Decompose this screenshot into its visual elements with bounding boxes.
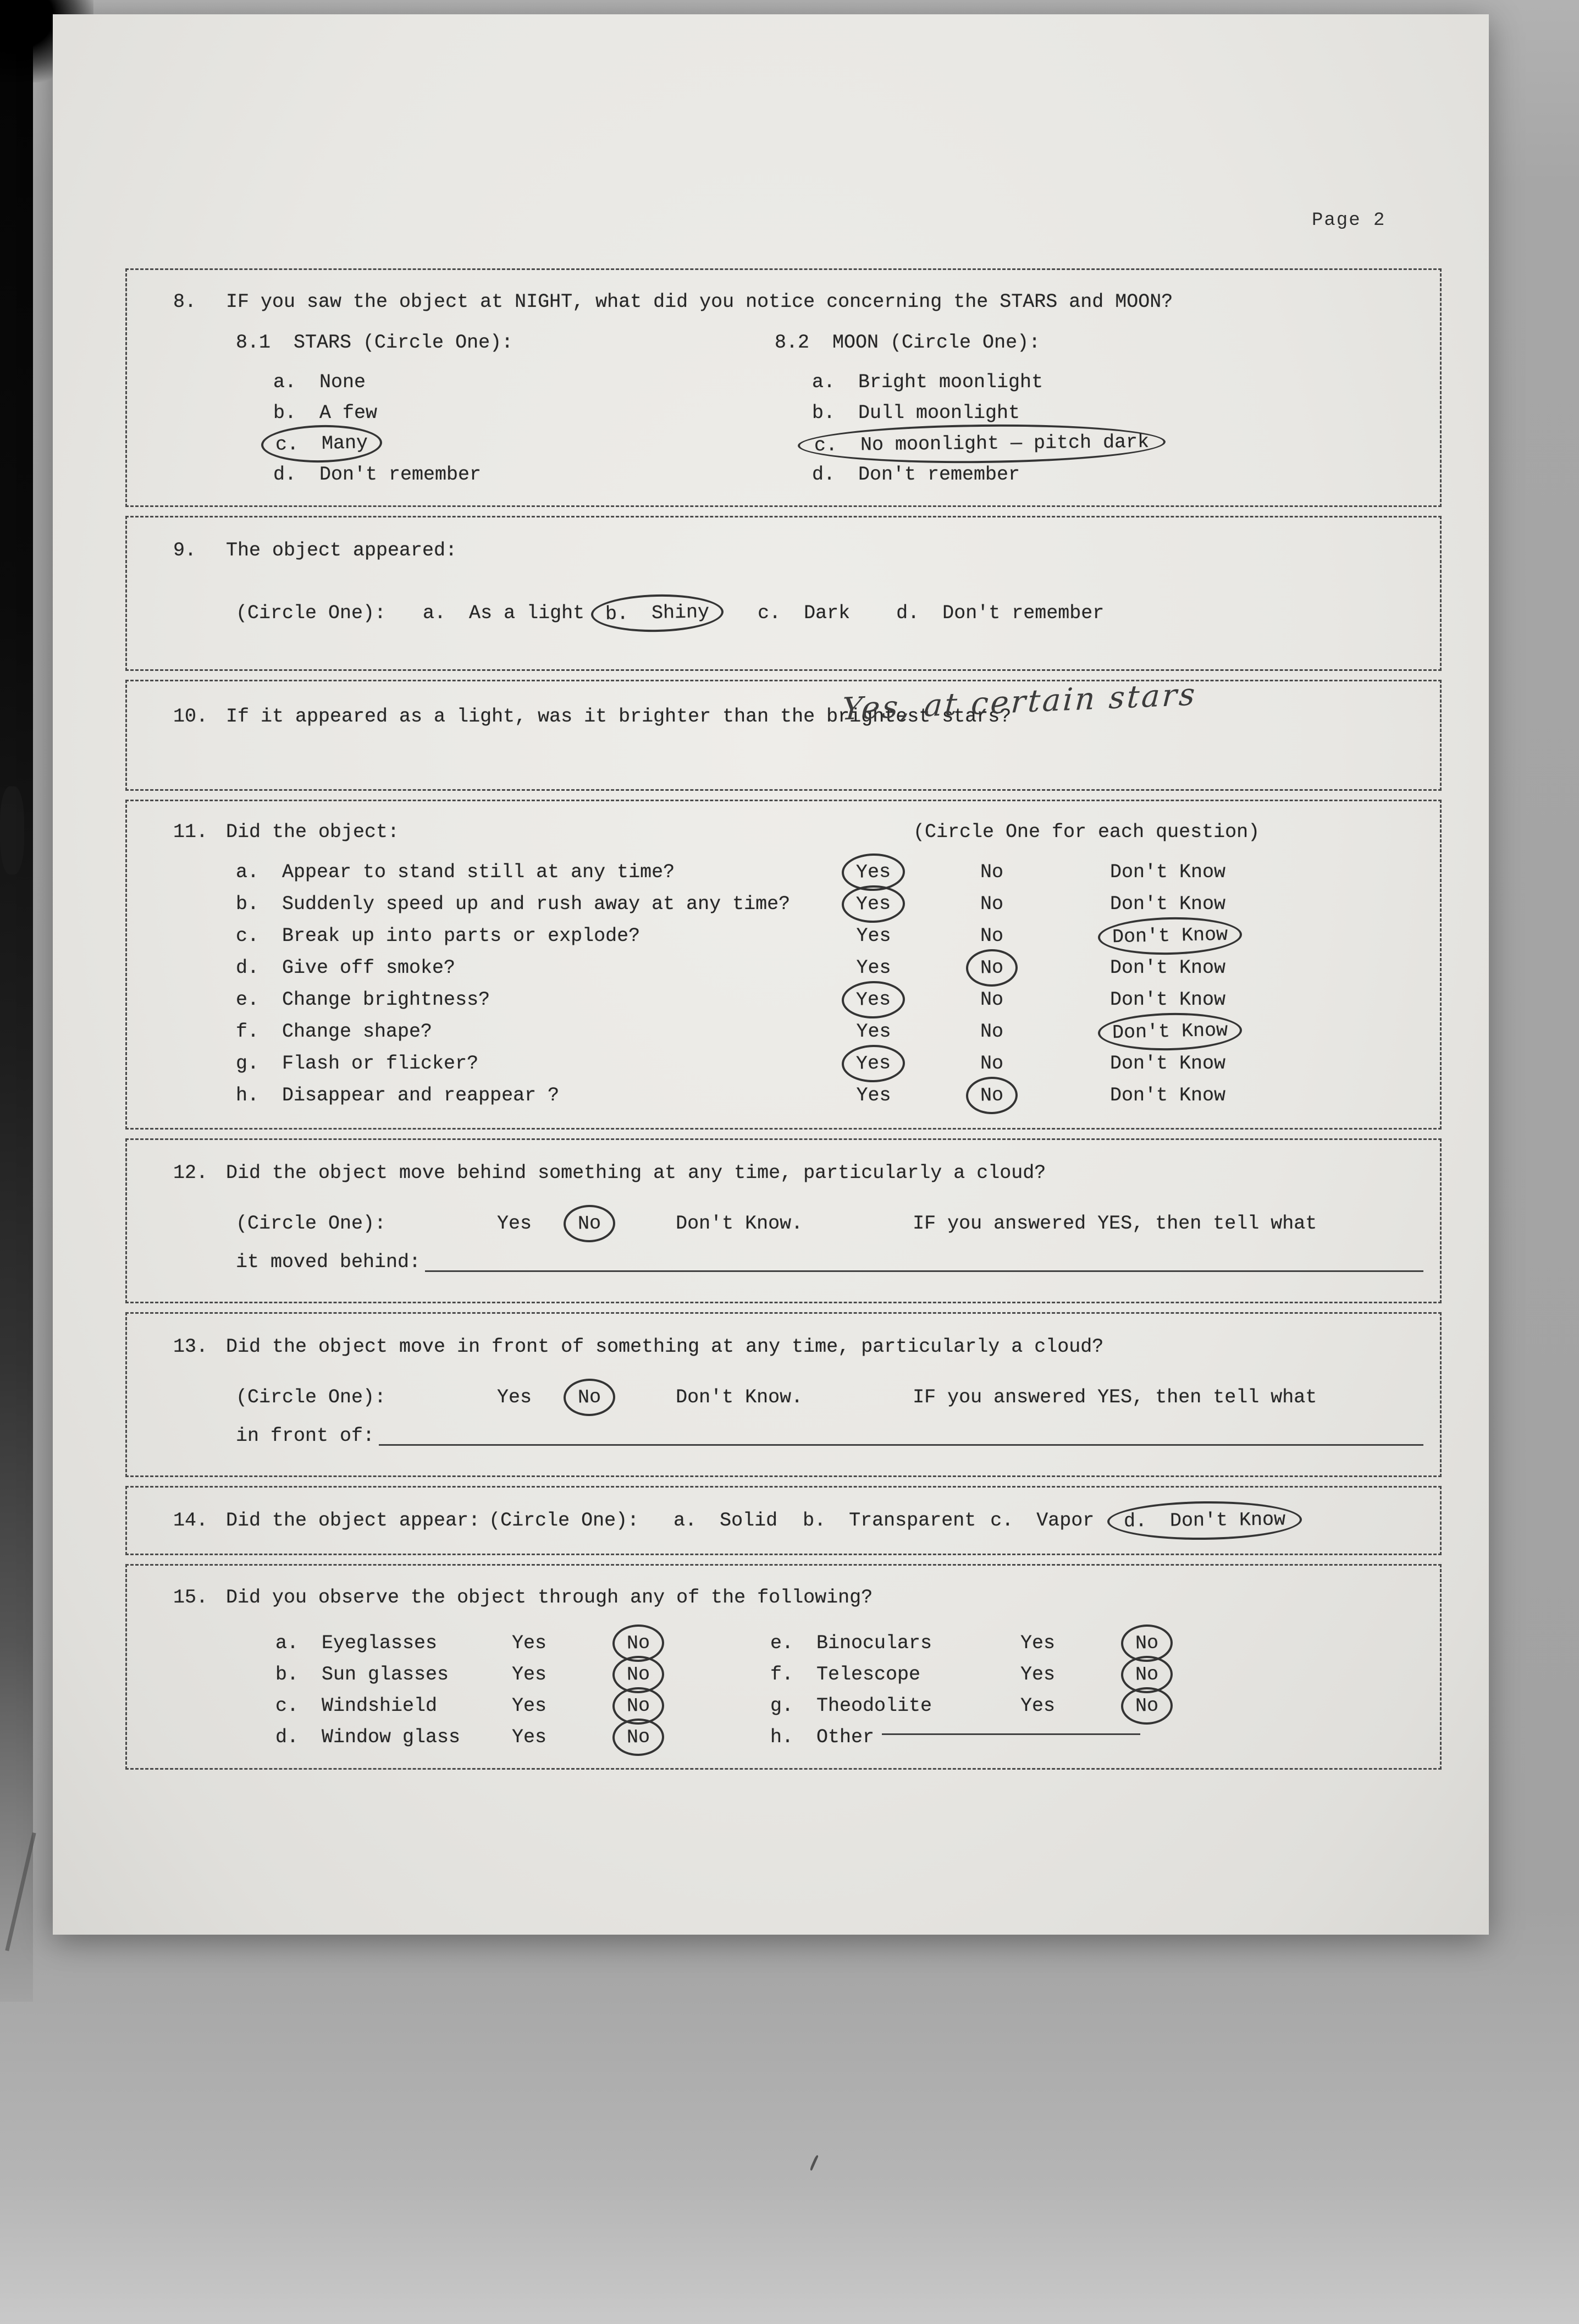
q8-stars-option-a: a. None [273,371,366,393]
q15-row-h [770,1721,1440,1753]
q12-yes-option: Yes [497,1213,532,1235]
q8-stars-column [236,327,775,490]
q15-row-c [275,1690,770,1721]
q15-row-label: d. Window glass [275,1726,461,1748]
q8-question-line [127,287,1440,317]
q12-circle-one-label: (Circle One): [236,1213,387,1235]
q15-columns [127,1627,1440,1753]
q11-dont-know-option [1063,921,1294,951]
q10-number: 10. [173,706,208,728]
scan-edge-artifact [0,0,33,2002]
q8-moon-option-d: d. Don't remember [812,464,1020,486]
q11-dont-know-option: Don't Know [1110,893,1226,915]
q11-no-option: No [980,1021,1003,1043]
page-number: Page 2 [1312,210,1386,231]
q9-option-b [603,598,711,629]
q13-followup-line-label: in front of: [236,1425,375,1447]
q15-row-e [770,1627,1440,1659]
q15-row-f [770,1659,1440,1690]
q15-no-option [1133,1628,1161,1659]
q13-circle-one-label: (Circle One): [236,1386,387,1408]
q14-options-row [127,1505,1440,1536]
q14-option-d [1122,1505,1288,1536]
q12-number: 12. [173,1162,208,1184]
q8-stars-option-d: d. Don't remember [273,464,482,486]
q9-option-a: a. As a light [423,602,585,624]
q15-no-label: No [626,1694,650,1717]
q12-options-row [236,1208,1440,1239]
q15-no-option [625,1628,652,1659]
circle-annotation [1107,1500,1302,1541]
q11-yes-option: Yes [856,957,891,979]
q15-row-d [275,1721,770,1753]
q10-question-line [127,701,1440,732]
q8-text: IF you saw the object at NIGHT, what did you notice concerning the STARS and MOON? [226,291,1173,313]
q11-yes-option [827,984,920,1015]
q9-circle-one-label: (Circle One): [236,602,387,624]
section-question-13 [125,1312,1442,1477]
q11-yes-option: Yes [856,1021,891,1043]
q11-row-a [127,856,1440,888]
q15-text: Did you observe the object through any of the following? [226,1587,873,1609]
q15-row-label: g. Theodolite [770,1694,932,1717]
circle-annotation [842,1044,906,1083]
q11-yes-option [827,857,920,888]
q11-dont-know-option: Don't Know [1110,861,1226,883]
q9-option-d: d. Don't remember [896,602,1105,624]
q11-row-e [127,984,1440,1016]
answer-blank-line [379,1420,1423,1446]
q11-no-option: No [980,861,1003,883]
section-question-15 [125,1564,1442,1770]
handwritten-answer: Yes, at certain stars [841,676,1199,728]
q11-text: Did the object: [226,821,400,843]
q14-number: 14. [173,1510,208,1532]
q15-yes-option: Yes [512,1632,547,1654]
q14-text: Did the object appear: [226,1510,481,1532]
q11-dont-know-option: Don't Know [1110,989,1226,1011]
q15-no-option [625,1659,652,1690]
q13-options-row [236,1382,1440,1413]
q8-stars-option-c [273,428,775,459]
q11-row-c [127,920,1440,952]
q15-question-line [127,1582,1440,1613]
q11-yes-option: Yes [856,1084,891,1106]
circle-annotation [1120,1687,1173,1725]
q11-yes-label: Yes [856,1052,891,1075]
q8-number: 8. [173,291,197,313]
q11-yes-option [827,1048,920,1079]
q11-row-label: g. Flash or flicker? [236,1053,479,1075]
q11-row-f [127,1016,1440,1048]
q14-option-a: a. Solid [673,1510,778,1532]
q11-no-label: No [980,956,1004,979]
q13-dont-know-option: Don't Know. [676,1386,803,1408]
q11-row-label: b. Suddenly speed up and rush away at any time? [236,893,791,915]
q11-no-option: No [980,925,1003,947]
section-question-11 [125,800,1442,1130]
q15-yes-option: Yes [1020,1694,1056,1717]
q15-row-label: b. Sun glasses [275,1663,449,1686]
q11-no-option: No [980,893,1003,915]
q12-followup-line [236,1247,1440,1277]
q13-text: Did the object move in front of something at any time, particularly a cloud? [226,1336,1104,1358]
q9-question-line [127,535,1440,566]
q12-no-option [576,1208,603,1239]
q8-stars-option-b: b. A few [273,402,378,424]
q11-row-d [127,952,1440,984]
q15-row-label: f. Telescope [770,1663,921,1686]
q11-yes-option: Yes [856,925,891,947]
q11-row-label: f. Change shape? [236,1021,433,1043]
q12-followup-line-label: it moved behind: [236,1251,421,1273]
section-question-10 [125,676,1442,791]
q14-option-d-label: d. Don't Know [1124,1508,1286,1533]
q11-yes-option [827,889,920,919]
q11-yes-label: Yes [856,988,891,1011]
q15-row-label: c. Windshield [275,1694,438,1717]
q11-row-h [127,1080,1440,1111]
q8-moon-column [775,327,1440,490]
circle-annotation [563,1204,615,1243]
q15-yes-option: Yes [512,1694,547,1717]
q11-row-b [127,888,1440,920]
q10-text: If it appeared as a light, was it brighter than the brightest stars? [226,706,1012,728]
q11-row-label: e. Change brightness? [236,989,490,1011]
q14-option-b: b. Transparent [803,1510,976,1532]
q11-row-label: a. Appear to stand still at any time? [236,861,675,883]
circle-annotation [842,885,906,923]
q11-rows [127,856,1440,1111]
section-question-14 [125,1486,1442,1555]
q11-yes-label: Yes [856,861,891,884]
q15-yes-option: Yes [512,1726,547,1748]
q15-row-a [275,1627,770,1659]
q9-number: 9. [173,539,197,561]
q15-no-label: No [626,1663,650,1686]
circle-annotation [1097,916,1242,956]
q11-instruction: (Circle One for each question) [913,821,1260,843]
q15-other-label: h. Other [770,1726,875,1748]
q12-text: Did the object move behind something at any time, particularly a cloud? [226,1162,1046,1184]
circle-annotation [590,593,724,633]
q15-no-option [1133,1690,1161,1721]
circle-annotation [261,424,382,464]
section-question-9 [125,516,1442,671]
q11-yes-label: Yes [856,893,891,916]
q9-options-row [236,598,1440,629]
q15-no-label: No [626,1632,650,1654]
q15-left-column [275,1627,770,1753]
q13-no-label: No [577,1386,601,1409]
q13-no-option [576,1382,603,1413]
q15-yes-option: Yes [512,1663,547,1686]
q15-row-label: e. Binoculars [770,1632,932,1654]
q11-dk-label: Don't Know [1112,923,1228,949]
scan-edge-blotch [0,786,24,874]
q15-yes-option: Yes [1020,1663,1056,1686]
q15-no-label: No [1135,1632,1159,1654]
q15-no-label: No [1135,1663,1159,1686]
q8-moon-heading: 8.2 MOON (Circle One): [775,332,1041,354]
circle-annotation [798,422,1166,465]
q8-stars-heading: 8.1 STARS (Circle One): [236,332,514,354]
q11-dont-know-option: Don't Know [1110,1053,1226,1075]
q15-no-label: No [626,1726,650,1748]
q15-row-b [275,1659,770,1690]
q11-dk-label: Don't Know [1112,1019,1228,1044]
q11-row-label: c. Break up into parts or explode? [236,925,641,947]
q12-dont-know-option: Don't Know. [676,1213,803,1235]
q8-moon-option-a: a. Bright moonlight [812,371,1044,393]
answer-blank-line [425,1247,1423,1272]
q11-no-option: No [980,1053,1003,1075]
q15-row-g [770,1690,1440,1721]
q12-question-line [127,1158,1440,1188]
q9-option-c: c. Dark [758,602,851,624]
q11-dont-know-option [1063,1016,1294,1047]
scanned-questionnaire-page [53,14,1489,1935]
q9-option-b-label: b. Shiny [605,601,710,625]
circle-annotation [965,949,1018,987]
q11-row-label: d. Give off smoke? [236,957,456,979]
q14-option-c: c. Vapor [990,1510,1095,1532]
stray-pen-mark [809,2155,819,2171]
section-question-12 [125,1138,1442,1303]
q15-no-option [625,1722,652,1753]
q8-columns [127,327,1440,490]
q11-no-label: No [980,1084,1004,1107]
q8-stars-option-c-label: c. Many [275,432,368,456]
q15-right-column [770,1627,1440,1753]
q15-yes-option: Yes [1020,1632,1056,1654]
q11-no-option: No [980,989,1003,1011]
q11-dont-know-option: Don't Know [1110,1084,1226,1106]
q15-row-label: a. Eyeglasses [275,1632,438,1654]
answer-blank-line [882,1733,1140,1735]
q12-no-label: No [577,1212,601,1235]
q15-no-label: No [1135,1694,1159,1717]
section-question-8 [125,268,1442,507]
q13-followup-text: IF you answered YES, then tell what [913,1386,1317,1408]
q8-moon-option-b: b. Dull moonlight [812,402,1020,424]
circle-annotation [965,1076,1018,1115]
q13-question-line [127,1331,1440,1362]
circle-annotation [612,1718,664,1756]
q15-no-option [625,1690,652,1721]
q11-row-g [127,1048,1440,1080]
circle-annotation [1097,1011,1242,1051]
q11-row-label: h. Disappear and reappear ? [236,1084,560,1106]
q15-no-option [1133,1659,1161,1690]
circle-annotation [563,1378,615,1417]
q9-text: The object appeared: [226,539,457,561]
q15-number: 15. [173,1587,208,1609]
q8-moon-option-c [812,428,1440,459]
q12-followup-text: IF you answered YES, then tell what [913,1213,1317,1235]
q13-followup-line [236,1420,1440,1451]
circle-annotation [842,981,906,1019]
q11-dont-know-option: Don't Know [1110,957,1226,979]
q11-number: 11. [173,821,208,843]
q8-moon-option-c-label: c. No moonlight — pitch dark [814,431,1150,457]
q14-circle-one-label: (Circle One): [489,1510,639,1532]
q13-number: 13. [173,1336,208,1358]
questionnaire-form [125,268,1442,1778]
q13-yes-option: Yes [497,1386,532,1408]
q11-no-option [920,1080,1063,1111]
q11-no-option [920,952,1063,983]
